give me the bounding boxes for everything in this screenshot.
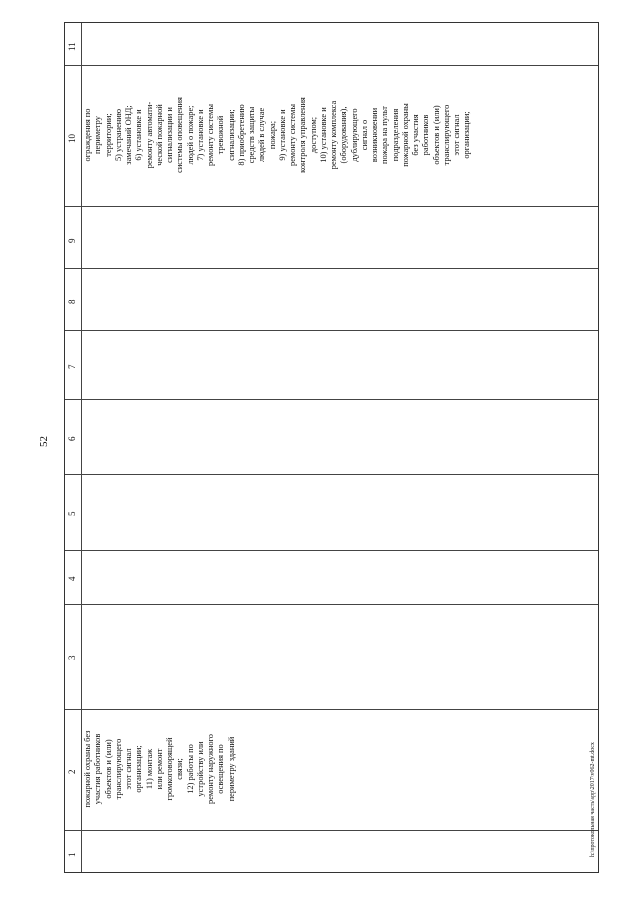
column-number-5: 5 bbox=[67, 511, 77, 516]
cell-line: ремонту системы bbox=[206, 104, 215, 166]
cell-line: замечаний ОНД; bbox=[124, 105, 133, 165]
cell-line: сигнализации; bbox=[226, 109, 236, 161]
cell-line: дублирующего bbox=[349, 108, 359, 162]
cell-line: периметру зданий bbox=[226, 736, 236, 802]
cell-line: объектов и (или) bbox=[431, 105, 441, 165]
column-number-8: 8 bbox=[67, 299, 77, 304]
table bbox=[64, 22, 599, 873]
cell-line: 6) установке и bbox=[134, 109, 144, 161]
cell-line: пожарной охраны без bbox=[83, 730, 92, 808]
cell-line: ремонту комплекса bbox=[329, 100, 338, 170]
cell-line: средств защиты bbox=[247, 106, 256, 164]
cell-line: транслирующего bbox=[441, 104, 451, 166]
cell-line: сигнализации и bbox=[165, 107, 174, 163]
cell-line: объектов и (или) bbox=[103, 739, 113, 799]
cell-line: территории; bbox=[103, 113, 113, 157]
cell-line: без участия bbox=[411, 114, 420, 156]
cell-line: ремонту системы bbox=[288, 104, 297, 166]
cell-line: работников bbox=[421, 114, 431, 156]
column-divider bbox=[65, 330, 598, 331]
column-divider bbox=[65, 550, 598, 551]
cell-line: пожара; bbox=[267, 120, 277, 150]
column-divider bbox=[65, 830, 598, 831]
column-divider bbox=[65, 474, 598, 475]
column-number-6: 6 bbox=[67, 436, 77, 441]
cell-line: 12) работы по bbox=[185, 744, 195, 794]
cell-line: 5) устранению bbox=[113, 108, 123, 162]
cell-col10 bbox=[83, 67, 473, 203]
cell-line: возникновении bbox=[370, 107, 379, 163]
page-number: 52 bbox=[38, 436, 50, 447]
column-number-10: 10 bbox=[67, 134, 77, 143]
cell-line: этот сигнал bbox=[124, 748, 133, 790]
column-number-9: 9 bbox=[67, 238, 77, 243]
column-divider bbox=[65, 268, 598, 269]
cell-col2 bbox=[83, 711, 237, 827]
cell-line: подразделения bbox=[390, 108, 400, 162]
cell-line: связи; bbox=[175, 758, 185, 780]
column-number-3: 3 bbox=[67, 655, 77, 660]
cell-line: устройству или bbox=[195, 741, 205, 797]
column-number-1: 1 bbox=[67, 852, 77, 857]
footer-file-path: h:\протокольная часть\spp\2017\v062-mt.docx bbox=[590, 742, 596, 857]
cell-line: освещения по bbox=[216, 744, 226, 794]
cell-line: пожарной охраны bbox=[400, 103, 410, 167]
cell-line: 7) установке и bbox=[195, 109, 205, 161]
column-number-2: 2 bbox=[67, 769, 77, 774]
column-number-7: 7 bbox=[67, 364, 77, 369]
cell-line: участия работников bbox=[93, 733, 103, 805]
cell-line: 9) установке и bbox=[277, 109, 287, 161]
cell-line: периметру bbox=[93, 116, 103, 154]
cell-line: ремонту наружного bbox=[206, 734, 215, 804]
cell-line: этот сигнал bbox=[452, 114, 461, 156]
cell-line: контроля управления bbox=[298, 97, 308, 173]
cell-line: 8) приобретению bbox=[236, 104, 246, 166]
column-divider bbox=[65, 709, 598, 710]
cell-line: системы оповещения bbox=[175, 97, 185, 173]
cell-line: 10) установке и bbox=[318, 107, 328, 163]
cell-line: ремонту автомати- bbox=[144, 101, 154, 169]
column-divider bbox=[65, 399, 598, 400]
cell-line: тревожной bbox=[216, 115, 226, 155]
cell-line: или ремонт bbox=[154, 748, 164, 790]
column-divider bbox=[65, 206, 598, 207]
cell-line: людей в случае bbox=[257, 107, 267, 163]
cell-line: организации; bbox=[134, 745, 144, 793]
cell-line: сигнал о bbox=[359, 119, 369, 151]
column-number-11: 11 bbox=[67, 42, 77, 51]
cell-line: ческой пожарной bbox=[154, 104, 164, 166]
cell-line: 11) монтаж bbox=[144, 748, 154, 790]
header-divider bbox=[81, 23, 82, 872]
column-divider bbox=[65, 65, 598, 66]
cell-line: (оборудования), bbox=[339, 106, 349, 164]
cell-line: организации; bbox=[462, 111, 472, 159]
cell-line: людей о пожаре; bbox=[185, 105, 195, 165]
column-divider bbox=[65, 604, 598, 605]
cell-line: пожара на пульт bbox=[380, 106, 390, 164]
cell-line: транслирующего bbox=[113, 738, 123, 800]
column-number-4: 4 bbox=[67, 576, 77, 581]
cell-line: ограждения по bbox=[83, 108, 92, 162]
cell-line: доступом; bbox=[308, 116, 318, 154]
cell-line: громкоговорящей bbox=[165, 737, 174, 801]
